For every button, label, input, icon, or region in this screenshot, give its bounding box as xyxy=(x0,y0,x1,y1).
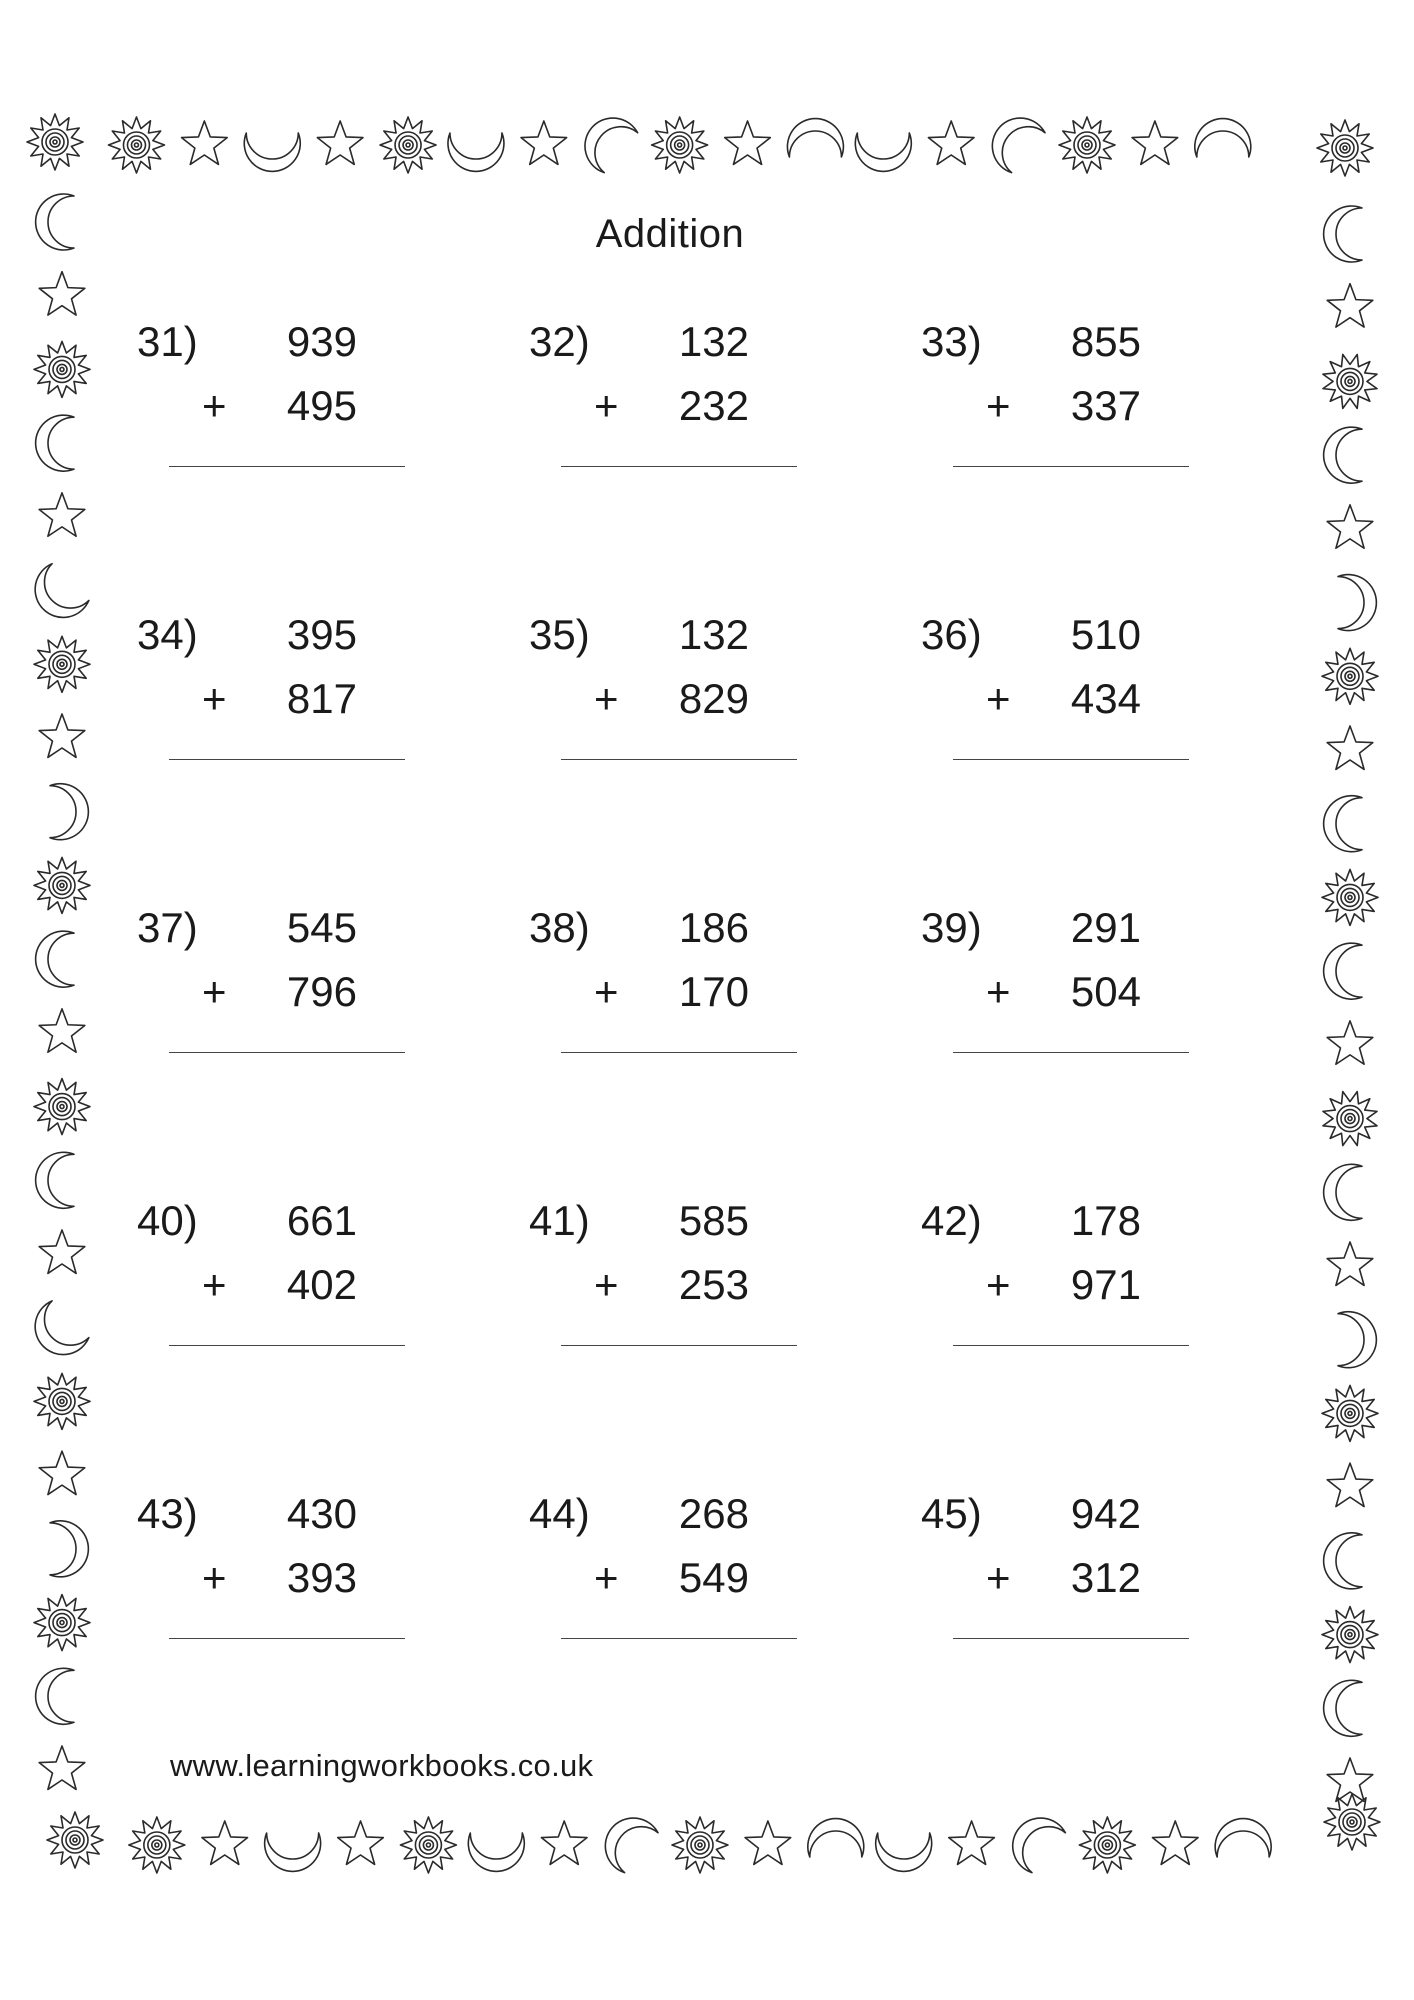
moon-icon xyxy=(1195,119,1251,157)
star-icon xyxy=(39,714,85,757)
second-addend: 817 xyxy=(286,675,357,722)
plus-sign: + xyxy=(986,382,1011,429)
problem-43 xyxy=(137,1490,437,1670)
answer-line[interactable] xyxy=(169,759,405,760)
star-icon xyxy=(39,1230,85,1273)
moon-icon xyxy=(1324,796,1362,852)
answer-line[interactable] xyxy=(953,1052,1189,1053)
moon-icon xyxy=(1324,1164,1362,1220)
star-icon xyxy=(1327,1758,1373,1801)
problem-45 xyxy=(921,1490,1221,1670)
star-icon xyxy=(317,121,363,164)
first-addend: 178 xyxy=(1070,1197,1141,1244)
moon-icon xyxy=(1324,943,1362,999)
star-icon xyxy=(521,121,567,164)
star-icon xyxy=(1327,1463,1373,1506)
problem-number: 38) xyxy=(529,904,590,951)
star-icon xyxy=(182,121,228,164)
star-icon xyxy=(1327,284,1373,327)
moon-icon xyxy=(36,931,74,987)
star-icon xyxy=(39,1746,85,1789)
moon-icon xyxy=(1338,575,1376,631)
second-addend: 549 xyxy=(678,1554,749,1601)
problem-36 xyxy=(921,611,1221,791)
problem-number: 40) xyxy=(137,1197,198,1244)
second-addend: 170 xyxy=(678,968,749,1015)
sun-icon xyxy=(34,1079,90,1135)
problem-31 xyxy=(137,318,437,498)
problem-number: 34) xyxy=(137,611,198,658)
plus-sign: + xyxy=(202,382,227,429)
plus-sign: + xyxy=(202,1554,227,1601)
problem-35 xyxy=(529,611,829,791)
problem-37 xyxy=(137,904,437,1084)
plus-sign: + xyxy=(986,1554,1011,1601)
star-icon xyxy=(541,1821,587,1864)
star-icon xyxy=(39,272,85,315)
answer-line[interactable] xyxy=(561,466,797,467)
sun-icon xyxy=(1322,869,1378,925)
moon-icon xyxy=(1001,1807,1066,1875)
plus-sign: + xyxy=(202,1261,227,1308)
moon-icon xyxy=(808,1819,864,1857)
first-addend: 395 xyxy=(286,611,357,658)
website-url: www.learningworkbooks.co.uk xyxy=(170,1748,594,1783)
sun-icon xyxy=(380,117,436,173)
star-icon xyxy=(338,1821,384,1864)
moon-icon xyxy=(855,133,911,171)
star-icon xyxy=(1327,726,1373,769)
moon-icon xyxy=(787,119,843,157)
moon-icon xyxy=(50,784,88,840)
sun-icon xyxy=(108,117,164,173)
answer-line[interactable] xyxy=(953,466,1189,467)
second-addend: 971 xyxy=(1070,1261,1141,1308)
second-addend: 393 xyxy=(286,1554,357,1601)
sun-icon xyxy=(34,857,90,913)
sun-icon xyxy=(34,341,90,397)
first-addend: 132 xyxy=(678,318,749,365)
second-addend: 232 xyxy=(678,382,749,429)
sun-icon xyxy=(1322,1607,1378,1663)
sun-icon xyxy=(1317,120,1373,176)
problem-number: 45) xyxy=(921,1490,982,1537)
problem-42 xyxy=(921,1197,1221,1377)
problem-number: 33) xyxy=(921,318,982,365)
problem-number: 35) xyxy=(529,611,590,658)
sun-icon xyxy=(129,1817,185,1873)
sun-icon xyxy=(34,636,90,692)
sun-icon xyxy=(1322,648,1378,704)
plus-sign: + xyxy=(986,968,1011,1015)
answer-line[interactable] xyxy=(953,1345,1189,1346)
moon-icon xyxy=(36,1668,74,1724)
sun-icon xyxy=(1324,1794,1380,1850)
problem-number: 42) xyxy=(921,1197,982,1244)
first-addend: 430 xyxy=(286,1490,357,1537)
problem-number: 31) xyxy=(137,318,198,365)
answer-line[interactable] xyxy=(953,759,1189,760)
moon-icon xyxy=(1324,1680,1362,1736)
moon-icon xyxy=(24,562,91,629)
problem-number: 36) xyxy=(921,611,982,658)
moon-icon xyxy=(1324,1533,1362,1589)
sun-icon xyxy=(47,1812,103,1868)
problem-number: 39) xyxy=(921,904,982,951)
sun-icon xyxy=(1310,1079,1389,1158)
star-icon xyxy=(1327,1021,1373,1064)
answer-line[interactable] xyxy=(953,1638,1189,1639)
first-addend: 186 xyxy=(678,904,749,951)
sun-icon xyxy=(400,1817,456,1873)
plus-sign: + xyxy=(986,675,1011,722)
star-icon xyxy=(202,1821,248,1864)
moon-icon xyxy=(468,1833,524,1871)
first-addend: 855 xyxy=(1070,318,1141,365)
plus-sign: + xyxy=(986,1261,1011,1308)
star-icon xyxy=(1152,1821,1198,1864)
moon-icon xyxy=(265,1833,321,1871)
plus-sign: + xyxy=(594,382,619,429)
first-addend: 585 xyxy=(678,1197,749,1244)
sun-icon xyxy=(27,114,83,170)
answer-line[interactable] xyxy=(169,1052,405,1053)
sun-icon xyxy=(672,1817,728,1873)
star-icon xyxy=(39,493,85,536)
problem-39 xyxy=(921,904,1221,1084)
second-addend: 495 xyxy=(286,382,357,429)
problem-40 xyxy=(137,1197,437,1377)
first-addend: 510 xyxy=(1070,611,1141,658)
second-addend: 402 xyxy=(286,1261,357,1308)
star-icon xyxy=(39,1009,85,1052)
problem-number: 43) xyxy=(137,1490,198,1537)
first-addend: 291 xyxy=(1070,904,1141,951)
star-icon xyxy=(949,1821,995,1864)
second-addend: 337 xyxy=(1070,382,1141,429)
problem-32 xyxy=(529,318,829,498)
plus-sign: + xyxy=(202,675,227,722)
sun-icon xyxy=(1079,1817,1135,1873)
moon-icon xyxy=(50,1521,88,1577)
problem-34 xyxy=(137,611,437,791)
problem-33 xyxy=(921,318,1221,498)
moon-icon xyxy=(448,133,504,171)
moon-icon xyxy=(594,1807,659,1875)
moon-icon xyxy=(1338,1312,1376,1368)
star-icon xyxy=(1327,1242,1373,1285)
moon-icon xyxy=(1324,427,1362,483)
moon-icon xyxy=(24,1299,91,1366)
plus-sign: + xyxy=(594,1554,619,1601)
second-addend: 434 xyxy=(1070,675,1141,722)
answer-line[interactable] xyxy=(169,1638,405,1639)
problem-number: 37) xyxy=(137,904,198,951)
answer-line[interactable] xyxy=(169,1345,405,1346)
second-addend: 829 xyxy=(678,675,749,722)
moon-icon xyxy=(1215,1819,1271,1857)
first-addend: 939 xyxy=(286,318,357,365)
plus-sign: + xyxy=(594,968,619,1015)
moon-icon xyxy=(981,107,1046,175)
moon-icon xyxy=(36,415,74,471)
star-icon xyxy=(1132,121,1178,164)
star-icon xyxy=(725,121,771,164)
star-icon xyxy=(39,1451,85,1494)
first-addend: 545 xyxy=(286,904,357,951)
plus-sign: + xyxy=(202,968,227,1015)
second-addend: 312 xyxy=(1070,1554,1141,1601)
answer-line[interactable] xyxy=(561,759,797,760)
sun-icon xyxy=(1322,1385,1378,1441)
moon-icon xyxy=(574,107,639,175)
page-title: Addition xyxy=(595,212,745,256)
sun-icon xyxy=(1310,342,1389,421)
star-icon xyxy=(745,1821,791,1864)
first-addend: 942 xyxy=(1070,1490,1141,1537)
moon-icon xyxy=(36,1152,74,1208)
second-addend: 253 xyxy=(678,1261,749,1308)
second-addend: 796 xyxy=(286,968,357,1015)
problem-41 xyxy=(529,1197,829,1377)
first-addend: 132 xyxy=(678,611,749,658)
sun-icon xyxy=(34,1595,90,1651)
first-addend: 268 xyxy=(678,1490,749,1537)
star-icon xyxy=(928,121,974,164)
problem-44 xyxy=(529,1490,829,1670)
answer-line[interactable] xyxy=(561,1052,797,1053)
plus-sign: + xyxy=(594,1261,619,1308)
sun-icon xyxy=(1059,117,1115,173)
problem-number: 32) xyxy=(529,318,590,365)
moon-icon xyxy=(244,133,300,171)
second-addend: 504 xyxy=(1070,968,1141,1015)
sun-icon xyxy=(34,1373,90,1429)
moon-icon xyxy=(876,1833,932,1871)
sun-icon xyxy=(652,117,708,173)
problem-number: 41) xyxy=(529,1197,590,1244)
problem-number: 44) xyxy=(529,1490,590,1537)
plus-sign: + xyxy=(594,675,619,722)
star-icon xyxy=(1327,505,1373,548)
first-addend: 661 xyxy=(286,1197,357,1244)
answer-line[interactable] xyxy=(169,466,405,467)
answer-line[interactable] xyxy=(561,1638,797,1639)
answer-line[interactable] xyxy=(561,1345,797,1346)
problem-38 xyxy=(529,904,829,1084)
